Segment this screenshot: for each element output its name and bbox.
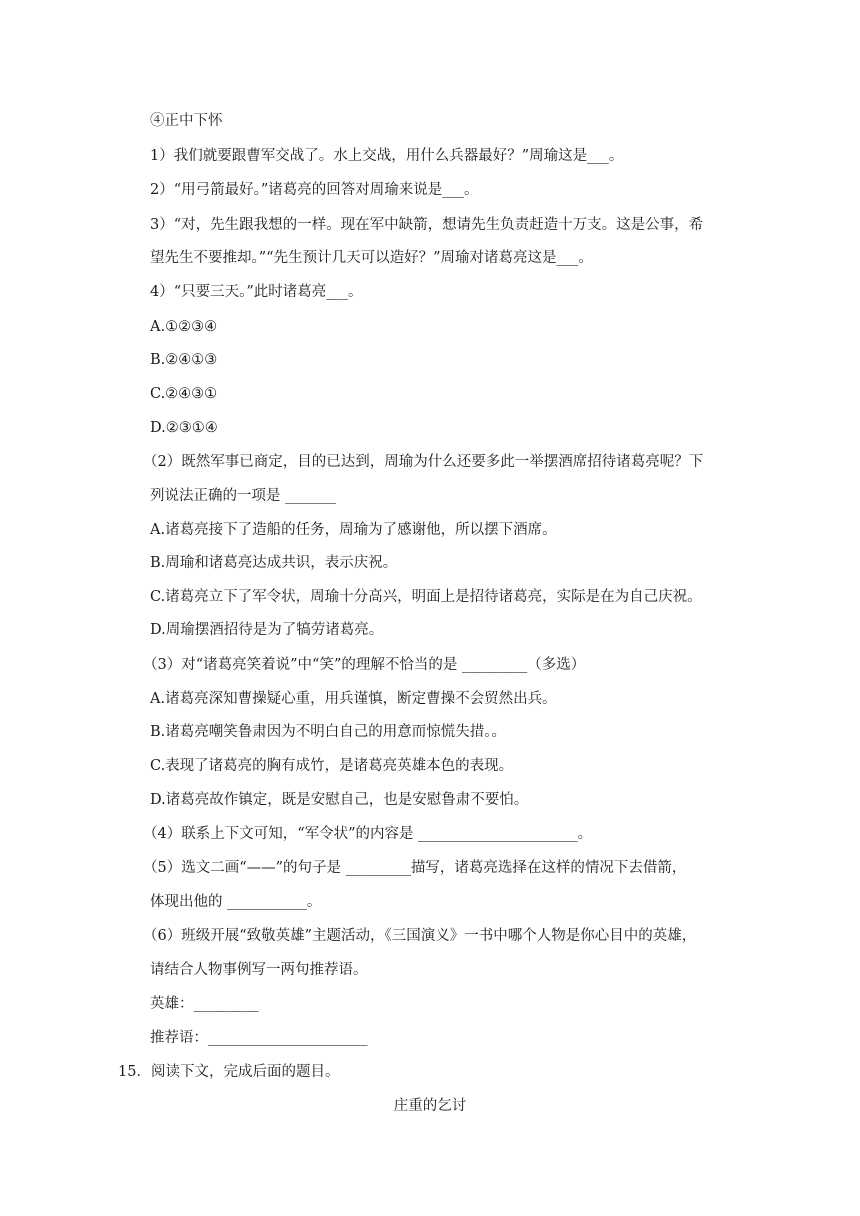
q3-choice-d: D.诸葛亮故作镇定，既是安慰自己，也是安慰鲁肃不要怕。 [150,792,529,808]
choice-b: B.②④①③ [150,352,218,368]
sub-question-3-line2: 望先生不要推却。”“先生预计几天可以造好？”周瑜对诸葛亮这是___。 [150,250,593,266]
question-15-heading: 15．阅读下文，完成后面的题目。 [118,1064,340,1080]
q3-choice-b: B.诸葛亮嘲笑鲁肃因为不明白自己的用意而惊慌失措。。 [150,724,507,740]
sub-question-4: 4）“只要三天。”此时诸葛亮___。 [150,284,363,300]
question-2-line1: （2）既然军事已商定，目的已达到，周瑜为什么还要多此一举摆酒席招待诸葛亮呢？下 [143,454,704,470]
hero-answer-line: 英雄：_________ [150,996,259,1012]
recommendation-answer-line: 推荐语：______________________ [150,1030,368,1046]
choice-a: A.①②③④ [150,319,218,335]
q3-choice-c: C.表现了诸葛亮的胸有成竹，是诸葛亮英雄本色的表现。 [150,758,514,774]
question-5-line2: 体现出他的 ___________。 [150,894,322,910]
choice-c: C.②④③① [150,386,218,402]
question-3: （3）对“诸葛亮笑着说”中“笑”的理解不恰当的是 _________（多选） [143,657,586,673]
q2-choice-c: C.诸葛亮立下了军令状，周瑜十分高兴，明面上是招待诸葛亮，实际是在为自己庆祝。 [150,589,702,605]
q3-choice-a: A.诸葛亮深知曹操疑心重，用兵谨慎，断定曹操不会贸然出兵。 [150,691,557,707]
question-5-line1: （5）选文二画“——”的句子是 _________描写，诸葛亮选择在这样的情况下去借箭， [143,860,687,876]
sub-question-3-line1: 3）“对，先生跟我想的一样。现在军中缺箭，想请先生负责赶造十万支。这是公事，希 [150,217,704,233]
sub-question-1: 1）我们就要跟曹军交战了。水上交战，用什么兵器最好？”周瑜这是___。 [150,148,624,164]
choice-d: D.②③①④ [150,420,218,436]
question-6-line1: （6）班级开展“致敬英雄”主题活动，《三国演义》一书中哪个人物是你心目中的英雄， [143,928,697,944]
q2-choice-b: B.周瑜和诸葛亮达成共识，表示庆祝。 [150,555,398,571]
passage-title: 庄重的乞讨 [393,1098,467,1114]
question-4: （4）联系上下文可知，“军令状”的内容是 ______________________。 [143,826,593,842]
question-6-line2: 请结合人物事例写一两句推荐语。 [150,962,368,978]
sub-question-2: 2）“用弓箭最好。”诸葛亮的回答对周瑜来说是___。 [150,182,479,198]
question-2-line2: 列说法正确的一项是 _______ [150,488,336,504]
option-item-4: ④正中下怀 [150,113,223,129]
q2-choice-d: D.周瑜摆酒招待是为了犒劳诸葛亮。 [150,622,384,638]
q2-choice-a: A.诸葛亮接下了造船的任务，周瑜为了感谢他，所以摆下酒席。 [150,522,557,538]
